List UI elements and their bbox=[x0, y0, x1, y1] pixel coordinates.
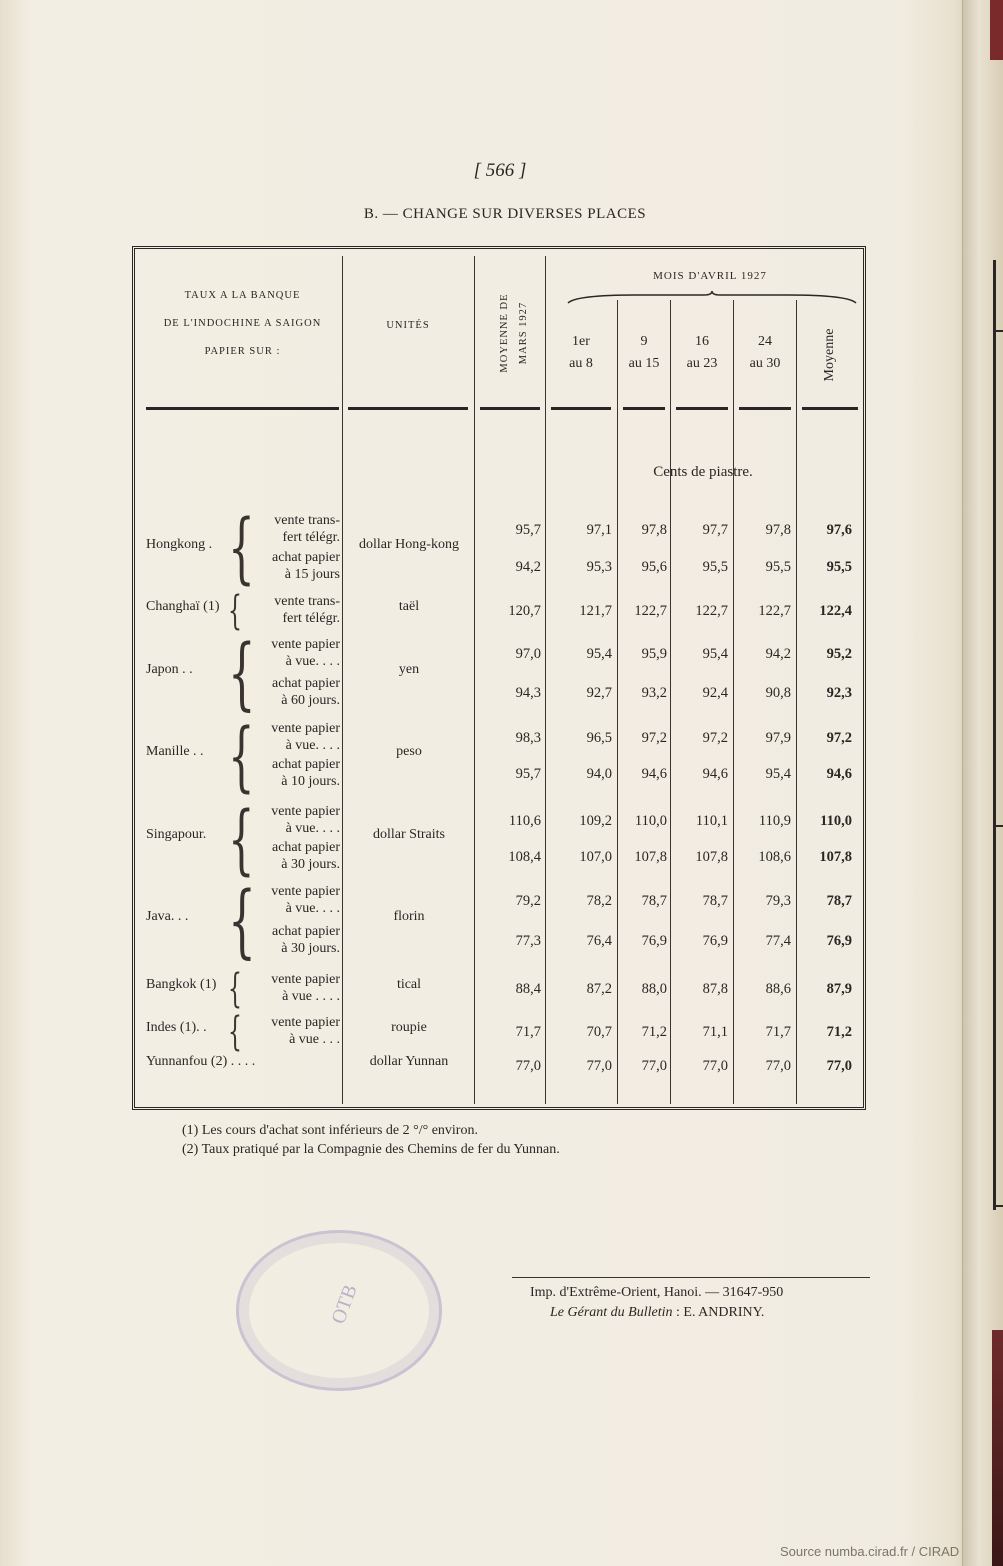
row-3-line-0-value-1: 96,5 bbox=[586, 730, 612, 746]
header-rate-line-1: TAUX A LA BANQUE bbox=[184, 290, 301, 301]
header-april-brace bbox=[566, 291, 858, 305]
source-credit: Source numba.cirad.fr / CIRAD bbox=[780, 1544, 960, 1559]
row-6-line-0-value-1: 87,2 bbox=[586, 981, 612, 997]
row-0-line-1-value-0: 94,2 bbox=[515, 559, 541, 575]
row-3-line-0-value-4: 97,9 bbox=[765, 730, 791, 746]
row-2-line-1-value-1: 92,7 bbox=[586, 685, 612, 701]
row-7-line-0-value-1: 70,7 bbox=[586, 1024, 612, 1040]
row-0-line-1-value-5: 95,5 bbox=[826, 559, 852, 575]
row-3-transaction-1: achat papier à 10 jours. bbox=[271, 757, 340, 789]
row-4-brace: { bbox=[228, 794, 255, 883]
row-1-line-0-value-4: 122,7 bbox=[758, 603, 791, 619]
row-3-brace: { bbox=[228, 711, 255, 800]
header-period-4-line-1: 24 bbox=[758, 334, 772, 349]
row-3-place: Manille . . bbox=[146, 744, 204, 759]
row-5-line-1-value-3: 76,9 bbox=[702, 933, 728, 949]
row-4-line-1-value-5: 107,8 bbox=[819, 849, 852, 865]
row-7-line-0-value-5: 71,2 bbox=[826, 1024, 852, 1040]
library-stamp: OTB bbox=[236, 1230, 442, 1391]
row-2-line-0-value-2: 95,9 bbox=[641, 646, 667, 662]
row-2-line-1-value-2: 93,2 bbox=[641, 685, 667, 701]
row-8-line-0-value-0: 77,0 bbox=[515, 1058, 541, 1074]
header-period-1-line-2: au 8 bbox=[569, 356, 593, 371]
row-3-unit: peso bbox=[396, 744, 422, 759]
row-2-transaction-0: vente papier à vue. . . . bbox=[271, 637, 340, 669]
row-1-brace: { bbox=[228, 588, 242, 634]
row-2-line-1-value-0: 94,3 bbox=[515, 685, 541, 701]
row-2-line-1-value-3: 92,4 bbox=[702, 685, 728, 701]
row-3-line-1-value-1: 94,0 bbox=[586, 766, 612, 782]
row-2-line-0-value-5: 95,2 bbox=[826, 646, 852, 662]
row-7-brace: { bbox=[228, 1009, 242, 1055]
row-4-line-1-value-2: 107,8 bbox=[634, 849, 667, 865]
row-6-transaction-0: vente papier à vue . . . . bbox=[271, 972, 340, 1004]
row-0-transaction-1: achat papier à 15 jours bbox=[271, 550, 340, 582]
row-6-place: Bangkok (1) bbox=[146, 977, 217, 992]
row-4-place: Singapour. bbox=[146, 827, 207, 842]
row-5-line-1-value-4: 77,4 bbox=[765, 933, 791, 949]
row-5-line-0-value-1: 78,2 bbox=[586, 893, 612, 909]
row-4-line-1-value-1: 107,0 bbox=[579, 849, 612, 865]
row-4-line-1-value-0: 108,4 bbox=[508, 849, 541, 865]
row-2-line-1-value-4: 90,8 bbox=[765, 685, 791, 701]
row-5-line-0-value-4: 79,3 bbox=[765, 893, 791, 909]
row-1-line-0-value-2: 122,7 bbox=[634, 603, 667, 619]
row-3-transaction-0: vente papier à vue. . . . bbox=[271, 721, 340, 753]
row-0-line-0-value-1: 97,1 bbox=[586, 522, 612, 538]
row-2-line-0-value-3: 95,4 bbox=[702, 646, 728, 662]
row-1-line-0-value-3: 122,7 bbox=[695, 603, 728, 619]
row-0-line-1-value-1: 95,3 bbox=[586, 559, 612, 575]
row-8-unit: dollar Yunnan bbox=[369, 1054, 449, 1069]
row-3-line-1-value-0: 95,7 bbox=[515, 766, 541, 782]
row-5-brace: { bbox=[228, 874, 256, 967]
row-5-transaction-1: achat papier à 30 jours. bbox=[271, 924, 340, 956]
footnote-2: (2) Taux pratiqué par la Compagnie des Chemins de fer du Yunnan. bbox=[182, 1142, 560, 1157]
row-1-unit: taël bbox=[398, 599, 420, 614]
row-3-line-0-value-0: 98,3 bbox=[515, 730, 541, 746]
row-5-line-0-value-2: 78,7 bbox=[641, 893, 667, 909]
header-period-2-line-2: au 15 bbox=[628, 356, 660, 371]
row-6-line-0-value-2: 88,0 bbox=[641, 981, 667, 997]
row-0-line-1-value-3: 95,5 bbox=[702, 559, 728, 575]
row-7-line-0-value-2: 71,2 bbox=[641, 1024, 667, 1040]
row-6-line-0-value-5: 87,9 bbox=[826, 981, 852, 997]
row-2-line-0-value-1: 95,4 bbox=[586, 646, 612, 662]
row-6-line-0-value-0: 88,4 bbox=[515, 981, 541, 997]
row-4-unit: dollar Straits bbox=[373, 827, 445, 842]
row-3-line-0-value-5: 97,2 bbox=[826, 730, 852, 746]
binding-strip bbox=[990, 0, 1003, 60]
row-7-unit: roupie bbox=[391, 1020, 427, 1035]
section-title: B. — CHANGE SUR DIVERSES PLACES bbox=[363, 206, 647, 222]
row-0-line-0-value-5: 97,6 bbox=[826, 522, 852, 538]
row-0-line-0-value-0: 95,7 bbox=[515, 522, 541, 538]
row-7-line-0-value-3: 71,1 bbox=[702, 1024, 728, 1040]
row-8-place: Yunnanfou (2) . . . . bbox=[146, 1054, 256, 1069]
row-7-line-0-value-4: 71,7 bbox=[765, 1024, 791, 1040]
header-period-4-line-2: au 30 bbox=[749, 356, 781, 371]
row-3-line-1-value-4: 95,4 bbox=[765, 766, 791, 782]
header-period-1-line-1: 1er bbox=[572, 334, 590, 349]
row-0-place: Hongkong . bbox=[146, 536, 213, 552]
row-0-brace: { bbox=[228, 504, 255, 593]
binding-strip-bottom bbox=[992, 1330, 1003, 1566]
row-4-transaction-0: vente papier à vue. . . . bbox=[271, 804, 340, 836]
header-rate-line-2: DE L'INDOCHINE A SAIGON bbox=[163, 318, 322, 329]
row-0-line-0-value-3: 97,7 bbox=[702, 522, 728, 538]
row-8-line-0-value-1: 77,0 bbox=[586, 1058, 612, 1074]
header-period-3-line-2: au 23 bbox=[686, 356, 718, 371]
row-5-place: Java. . . bbox=[146, 909, 189, 924]
row-5-line-1-value-0: 77,3 bbox=[515, 933, 541, 949]
row-3-line-0-value-3: 97,2 bbox=[702, 730, 728, 746]
row-0-unit: dollar Hong-kong bbox=[359, 536, 459, 552]
row-5-line-0-value-5: 78,7 bbox=[826, 893, 852, 909]
row-2-line-0-value-0: 97,0 bbox=[515, 646, 541, 662]
imprint-rule bbox=[512, 1277, 870, 1278]
row-2-transaction-1: achat papier à 60 jours. bbox=[271, 676, 340, 708]
row-5-unit: florin bbox=[393, 909, 425, 924]
row-0-line-0-value-4: 97,8 bbox=[765, 522, 791, 538]
row-4-line-1-value-3: 107,8 bbox=[695, 849, 728, 865]
header-average: Moyenne bbox=[822, 328, 837, 382]
header-rate-line-3: PAPIER SUR : bbox=[204, 346, 281, 357]
row-8-line-0-value-5: 77,0 bbox=[826, 1058, 852, 1074]
row-4-transaction-1: achat papier à 30 jours. bbox=[271, 840, 340, 872]
row-8-line-0-value-4: 77,0 bbox=[765, 1058, 791, 1074]
row-4-line-1-value-4: 108,6 bbox=[758, 849, 791, 865]
row-4-line-0-value-0: 110,6 bbox=[508, 813, 541, 829]
header-april-group: MOIS D'AVRIL 1927 bbox=[653, 270, 767, 282]
header-period-3-line-1: 16 bbox=[695, 334, 709, 349]
row-2-brace: { bbox=[228, 627, 256, 719]
row-7-transaction-0: vente papier à vue . . . bbox=[271, 1015, 340, 1047]
imprint-manager: Le Gérant du Bulletin : E. ANDRINY. bbox=[550, 1305, 765, 1320]
row-3-line-1-value-5: 94,6 bbox=[826, 766, 852, 782]
header-period-2-line-1: 9 bbox=[640, 334, 648, 349]
row-4-line-0-value-3: 110,1 bbox=[695, 813, 728, 829]
row-5-line-1-value-1: 76,4 bbox=[586, 933, 612, 949]
row-0-transaction-0: vente trans- fert télégr. bbox=[274, 513, 340, 545]
row-1-line-0-value-1: 121,7 bbox=[579, 603, 612, 619]
row-3-line-0-value-2: 97,2 bbox=[641, 730, 667, 746]
row-3-line-1-value-3: 94,6 bbox=[702, 766, 728, 782]
header-march-line-2: MARS 1927 bbox=[518, 301, 529, 365]
row-1-line-0-value-0: 120,7 bbox=[508, 603, 541, 619]
imprint-printer: Imp. d'Extrême-Orient, Hanoi. — 31647-950 bbox=[530, 1285, 784, 1300]
row-7-place: Indes (1). . bbox=[146, 1020, 207, 1035]
row-5-line-0-value-3: 78,7 bbox=[702, 893, 728, 909]
row-6-line-0-value-4: 88,6 bbox=[765, 981, 791, 997]
header-units: UNITÉS bbox=[386, 320, 430, 331]
row-5-transaction-0: vente papier à vue. . . . bbox=[271, 884, 340, 916]
row-4-line-0-value-2: 110,0 bbox=[634, 813, 667, 829]
unit-note: Cents de piastre. bbox=[653, 464, 753, 480]
row-5-line-0-value-0: 79,2 bbox=[515, 893, 541, 909]
page-number: [ 566 ] bbox=[473, 160, 527, 181]
row-7-line-0-value-0: 71,7 bbox=[515, 1024, 541, 1040]
row-4-line-0-value-4: 110,9 bbox=[758, 813, 791, 829]
row-2-unit: yen bbox=[398, 661, 420, 677]
row-5-line-1-value-2: 76,9 bbox=[641, 933, 667, 949]
row-4-line-0-value-1: 109,2 bbox=[579, 813, 612, 829]
row-6-unit: tical bbox=[396, 977, 422, 992]
row-8-line-0-value-3: 77,0 bbox=[702, 1058, 728, 1074]
row-1-transaction-0: vente trans- fert télégr. bbox=[274, 594, 340, 626]
row-6-line-0-value-3: 87,8 bbox=[702, 981, 728, 997]
row-3-line-1-value-2: 94,6 bbox=[641, 766, 667, 782]
row-6-brace: { bbox=[228, 966, 242, 1012]
row-5-line-1-value-5: 76,9 bbox=[826, 933, 852, 949]
header-march-line-1: MOYENNE DE bbox=[499, 293, 510, 373]
row-2-place: Japon . . bbox=[146, 661, 193, 677]
row-2-line-0-value-4: 94,2 bbox=[765, 646, 791, 662]
row-0-line-1-value-2: 95,6 bbox=[641, 559, 667, 575]
row-1-place: Changhaï (1) bbox=[146, 599, 220, 614]
row-4-line-0-value-5: 110,0 bbox=[820, 813, 852, 829]
row-1-line-0-value-5: 122,4 bbox=[819, 603, 852, 619]
row-2-line-1-value-5: 92,3 bbox=[826, 685, 852, 701]
row-8-line-0-value-2: 77,0 bbox=[641, 1058, 667, 1074]
row-0-line-0-value-2: 97,8 bbox=[641, 522, 667, 538]
row-0-line-1-value-4: 95,5 bbox=[765, 559, 791, 575]
footnote-1: (1) Les cours d'achat sont inférieurs de 2 °/° environ. bbox=[182, 1123, 478, 1138]
